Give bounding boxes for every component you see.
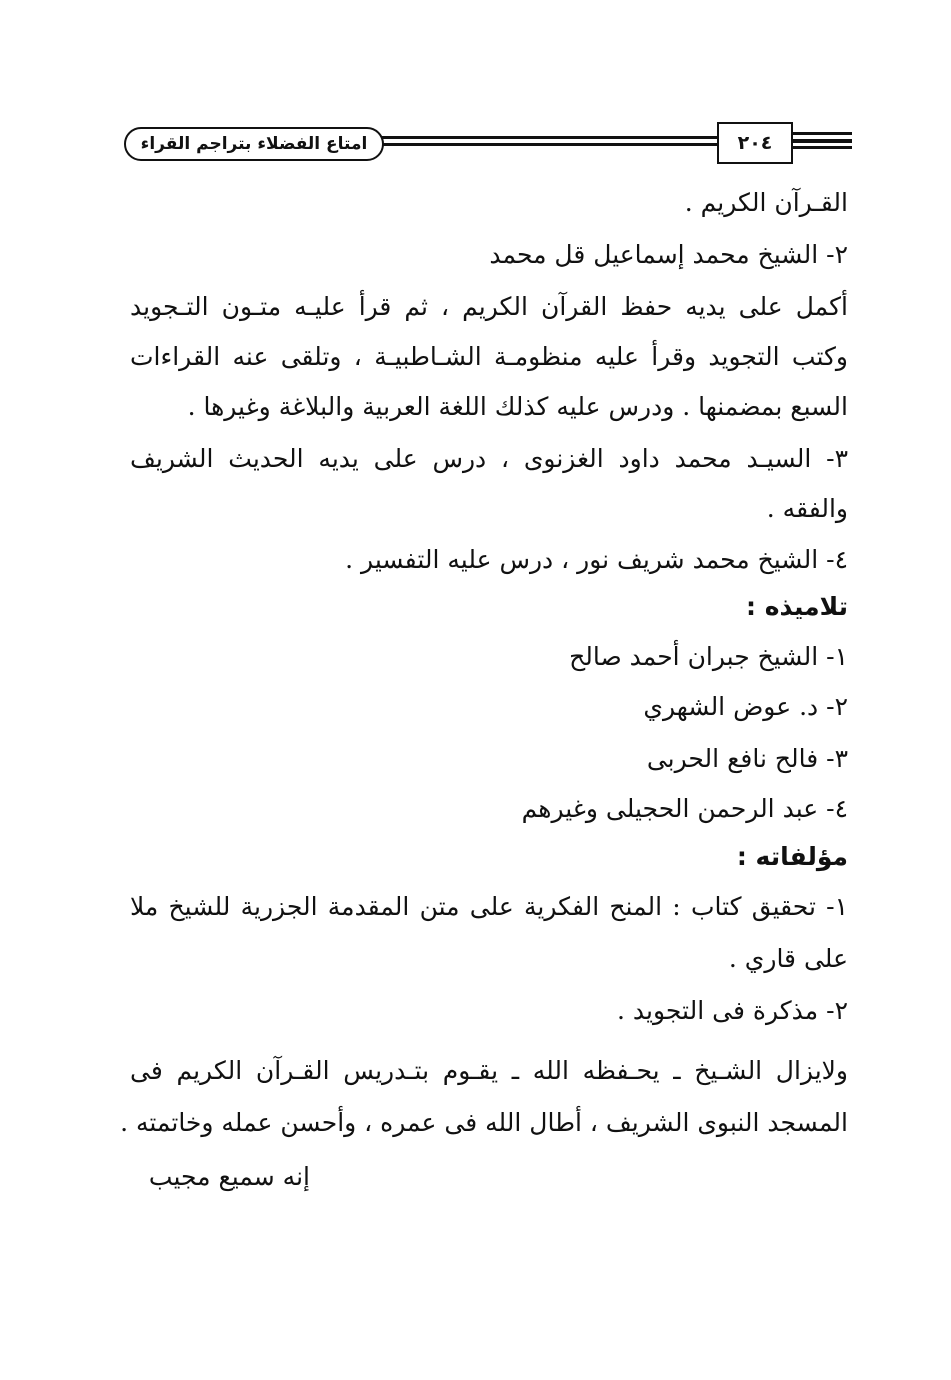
header-rule: [380, 136, 720, 139]
closing-line: إنه سميع مجيب: [148, 1162, 310, 1191]
text-line: ٢- الشيخ محمد إسماعيل قل محمد: [489, 240, 848, 269]
section-heading: مؤلفاته :: [736, 842, 848, 871]
header-rule: [790, 139, 852, 143]
text-line: السبع بمضمنها . ودرس عليه كذلك اللغة العربية والبلاغة وغيرها .: [187, 392, 848, 421]
text-line: ٣- السيـد محمد داود الغزنوى ، درس على يديه الحديث الشريف: [130, 444, 848, 473]
section-heading: تلاميذه :: [746, 592, 848, 621]
text-line: ٢- مذكرة فى التجويد .: [617, 996, 848, 1025]
text-line: ٣- فالح نافع الحربى: [646, 744, 848, 773]
running-header: [112, 118, 852, 168]
text-line: أكمل على يديه حفظ القرآن الكريم ، ثم قرأ عليـه متـون التـجويد: [130, 292, 848, 321]
text-line: القـرآن الكريم .: [684, 188, 848, 217]
header-rule: [790, 146, 852, 149]
text-line: المسجد النبوى الشريف ، أطال الله فى عمره ، وأحسن عمله وخاتمته .: [120, 1108, 848, 1137]
text-line: على قاري .: [728, 944, 848, 973]
text-line: ٤- الشيخ محمد شريف نور ، درس عليه التفسير .: [345, 545, 848, 574]
text-line: ٢- د. عوض الشهري: [643, 692, 848, 721]
text-line: ١- تحقيق كتاب : المنح الفكرية على متن المقدمة الجزرية للشيخ ملا: [130, 892, 848, 921]
text-line: والفقه .: [766, 494, 848, 523]
text-line: ٤- عبد الرحمن الحجيلى وغيرهم: [521, 794, 848, 823]
book-title: امتاع الفضلاء بتراجم القراء: [124, 127, 384, 161]
text-line: ١- الشيخ جبران أحمد صالح: [569, 642, 848, 671]
text-line: ولايزال الشـيخ ـ يحـفظه الله ـ يقـوم بتـدريس القـرآن الكريم فى: [130, 1056, 848, 1085]
header-rule: [790, 132, 852, 135]
text-line: وكتب التجويد وقرأ عليه منظومـة الشـاطبيـة ، وتلقى عنه القراءات: [130, 342, 848, 371]
header-rule: [380, 143, 720, 146]
page-number: ٢٠٤: [717, 122, 793, 164]
